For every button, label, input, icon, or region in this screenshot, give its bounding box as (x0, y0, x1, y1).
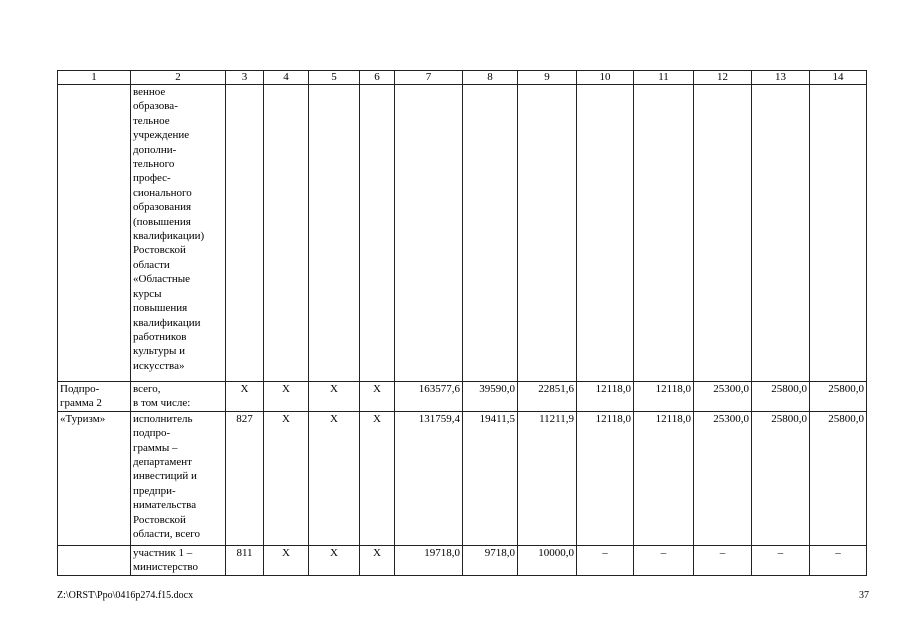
table-cell: Х (264, 411, 309, 545)
table-cell (752, 85, 810, 382)
page-number: 37 (859, 590, 869, 601)
table-cell (309, 85, 360, 382)
table-row (58, 411, 867, 545)
table-cell: – (694, 545, 752, 575)
table-cell (694, 85, 752, 382)
table-cell: 131759,4 (395, 411, 463, 545)
budget-table (57, 70, 867, 576)
table-cell: Х (309, 545, 360, 575)
header-cell: 1 (58, 71, 131, 85)
header-cell: 13 (752, 71, 810, 85)
table-cell: 25800,0 (752, 411, 810, 545)
header-cell: 10 (577, 71, 634, 85)
table-cell: – (577, 545, 634, 575)
table-cell (634, 85, 694, 382)
table-cell (58, 545, 131, 575)
table-cell: 163577,6 (395, 382, 463, 412)
table-cell: 22851,6 (518, 382, 577, 412)
header-cell: 7 (395, 71, 463, 85)
table-cell: 25800,0 (810, 382, 867, 412)
header-cell: 5 (309, 71, 360, 85)
header-cell: 14 (810, 71, 867, 85)
header-cell: 9 (518, 71, 577, 85)
table-cell: Х (360, 382, 395, 412)
table-cell: – (752, 545, 810, 575)
table-cell: 10000,0 (518, 545, 577, 575)
header-cell: 3 (226, 71, 264, 85)
table-cell: Х (309, 411, 360, 545)
table-row (58, 382, 867, 412)
table-cell: «Туризм» (58, 411, 131, 545)
table-row (58, 545, 867, 575)
table-cell: 12118,0 (634, 382, 694, 412)
table-cell: 19718,0 (395, 545, 463, 575)
table-cell: 827 (226, 411, 264, 545)
table-cell: 12118,0 (577, 382, 634, 412)
table-cell: 25300,0 (694, 382, 752, 412)
table-cell: 25800,0 (752, 382, 810, 412)
table-cell: Х (264, 545, 309, 575)
header-cell: 6 (360, 71, 395, 85)
table-cell: исполнитель подпро- граммы – департамент инвестиций и предпри- нимательства Ростовской области, всего (131, 411, 226, 545)
table-cell: 12118,0 (634, 411, 694, 545)
table-cell (58, 85, 131, 382)
table-cell: Х (360, 545, 395, 575)
table-row (58, 85, 867, 382)
table-cell (810, 85, 867, 382)
table-cell (226, 85, 264, 382)
header-cell: 2 (131, 71, 226, 85)
table-cell (264, 85, 309, 382)
table-cell: 9718,0 (463, 545, 518, 575)
table-cell: 39590,0 (463, 382, 518, 412)
table-cell: Подпро- грамма 2 (58, 382, 131, 412)
header-cell: 11 (634, 71, 694, 85)
table-cell: венное образова- тельное учреждение дополни- тельного профес- сионального образования (повышения квалификации) Ростовской области «Областные курсы повышения квалификации работников культуры и искусства» (131, 85, 226, 382)
table-cell: Х (264, 382, 309, 412)
table-cell: 19411,5 (463, 411, 518, 545)
table-cell (395, 85, 463, 382)
header-cell: 4 (264, 71, 309, 85)
table-cell: 25300,0 (694, 411, 752, 545)
table-cell: – (634, 545, 694, 575)
table-cell: участник 1 – министерство (131, 545, 226, 575)
header-cell: 12 (694, 71, 752, 85)
table-cell: 11211,9 (518, 411, 577, 545)
table-cell: Х (309, 382, 360, 412)
table-cell: 12118,0 (577, 411, 634, 545)
table-cell (518, 85, 577, 382)
table-cell: – (810, 545, 867, 575)
file-path: Z:\ORST\Ppo\0416p274.f15.docx (57, 590, 194, 601)
table-cell (463, 85, 518, 382)
table-cell (360, 85, 395, 382)
table-cell: 25800,0 (810, 411, 867, 545)
table-cell: Х (226, 382, 264, 412)
header-cell: 8 (463, 71, 518, 85)
table-header-row (58, 71, 867, 85)
table-cell (577, 85, 634, 382)
table-cell: всего, в том числе: (131, 382, 226, 412)
table-cell: 811 (226, 545, 264, 575)
table-cell: Х (360, 411, 395, 545)
